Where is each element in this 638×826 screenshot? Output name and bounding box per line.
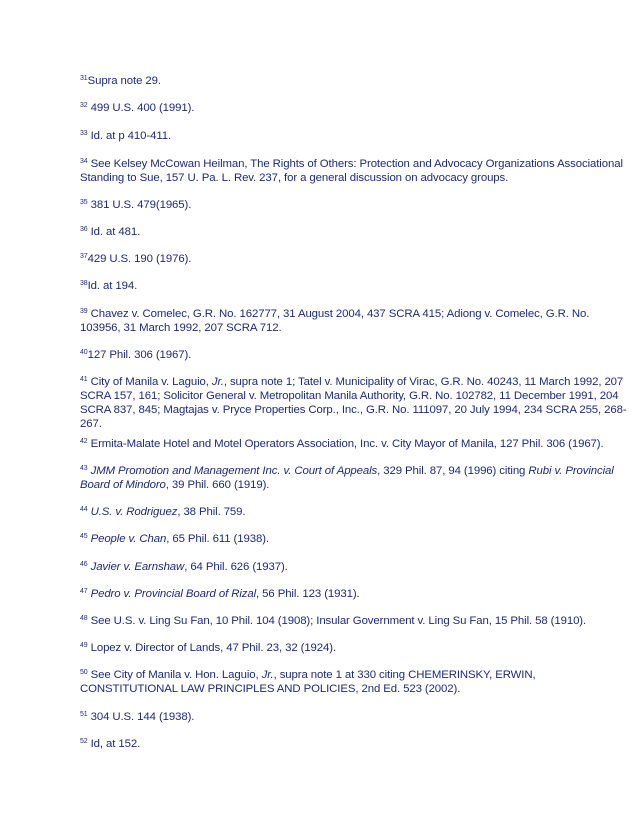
footnote-text: 304 U.S. 144 (1938). [90,711,195,723]
footnote-31 [80,72,632,88]
footnote-number: 46 [80,561,88,568]
footnote-number: 34 [80,158,88,165]
footnote-39 [80,305,632,335]
footnote-text: Id. at p 410-411. [90,130,172,142]
footnote-text: Id, at 152. [90,738,141,750]
footnote-40 [80,346,632,362]
footnote-46 [80,558,632,574]
footnote-text: 127 Phil. 306 (1967). [87,349,192,361]
footnote-37 [80,250,632,266]
footnote-number: 36 [80,226,88,233]
footnote-47 [80,585,632,601]
footnote-text-italic: Jr. [261,669,274,681]
footnote-text: , 65 Phil. 611 (1938). [166,533,269,545]
footnote-number: 35 [80,199,88,206]
footnote-number: 47 [80,588,88,595]
footnote-case-name: U.S. v. Rodriguez [90,506,178,518]
footnote-number: 51 [80,711,88,718]
footnote-text: Ermita-Malate Hotel and Motel Operators Association, Inc. v. City Mayor of Manila, 127 Phil. 306 (1967). [90,438,604,450]
footnote-44 [80,503,632,519]
footnote-36 [80,223,632,239]
footnote-text: , 64 Phil. 626 (1937). [184,561,288,573]
footnote-48 [80,612,632,628]
footnote-number: 48 [80,615,88,622]
footnote-number: 38 [80,280,88,287]
footnote-case-name: Rubi v. Provincial Board of Mindoro [80,465,614,491]
footnote-text: See Kelsey McCowan Heilman, The Rights of Others: Protection and Advocacy Organizations Associational Standing to Sue, 157 U. Pa. L. Rev. 237, for a general discussion on advocacy groups. [80,158,623,184]
footnote-number: 49 [80,642,88,649]
footnote-number: 45 [80,533,88,540]
footnote-text: Id. at 481. [90,226,141,238]
footnote-text: 381 U.S. 479(1965). [90,199,192,211]
footnote-49 [80,639,632,655]
footnote-32 [80,99,632,115]
footnote-number: 50 [80,669,88,676]
footnote-text: Supra note 29. [87,75,161,87]
footnote-38 [80,277,632,293]
footnote-number: 39 [80,308,88,315]
footnote-text: 499 U.S. 400 (1991). [90,102,195,114]
footnote-51 [80,708,632,724]
footnote-52 [80,735,632,751]
footnote-text: See City of Manila v. Hon. Laguio, [90,669,262,681]
footnote-text: See U.S. v. Ling Su Fan, 10 Phil. 104 (1908); Insular Government v. Ling Su Fan, 15 Phil. 58 (1910). [90,615,587,627]
footnote-case-name: Pedro v. Provincial Board of Rizal [90,588,257,600]
footnote-42 [80,435,632,451]
footnote-number: 44 [80,506,88,513]
footnote-text: , supra note 1; Tatel v. Municipality of Virac, G.R. No. 40243, 11 March 1992, 207 SCRA 157, 161; Solicitor General v. Metropolitan Manila Authority, G.R. No. 102782, 11 December 1991, 204 SCRA 837, 845; Magtajas v. Pryce Properties Corp., Inc., G.R. No. 111097, 20 July 1994, 234 SCRA 255, 268-267. [80,376,627,430]
footnote-number: 33 [80,130,88,137]
footnote-case-name: People v. Chan [90,533,167,545]
footnote-number: 32 [80,102,88,109]
footnote-text: Lopez v. Director of Lands, 47 Phil. 23, 32 (1924). [90,642,337,654]
footnote-text: City of Manila v. Laguio, [90,376,212,388]
footnote-number: 42 [80,438,88,445]
footnote-text: , 56 Phil. 123 (1931). [256,588,360,600]
footnote-50 [80,666,632,696]
footnote-number: 40 [80,349,88,356]
footnote-35 [80,196,632,212]
footnote-34 [80,155,632,185]
footnote-case-name: JMM Promotion and Management Inc. v. Court of Appeals [90,465,378,477]
footnote-text: , supra note 1 at 330 citing CHEMERINSKY, ERWIN, CONSTITUTIONAL LAW PRINCIPLES AND POLICIES, 2nd Ed. 523 (2002). [80,669,536,695]
footnote-number: 41 [80,376,88,383]
footnote-case-name: Javier v. Earnshaw [90,561,185,573]
footnote-text: 429 U.S. 190 (1976). [87,253,192,265]
footnote-text: Chavez v. Comelec, G.R. No. 162777, 31 August 2004, 437 SCRA 415; Adiong v. Comelec, G.R. No. 103956, 31 March 1992, 207 SCRA 712. [80,308,590,334]
footnote-text-italic: Jr. [211,376,224,388]
footnote-number: 37 [80,253,88,260]
footnote-number: 31 [80,75,88,82]
footnote-number: 52 [80,738,88,745]
footnote-text: Id. at 194. [87,280,138,292]
footnote-text: , 38 Phil. 759. [177,506,246,518]
footnote-45 [80,530,632,546]
footnote-41 [80,373,632,431]
footnote-number: 43 [80,465,88,472]
footnote-33 [80,127,632,143]
footnote-text: , 39 Phil. 660 (1919). [165,479,270,491]
footnote-text: , 329 Phil. 87, 94 (1996) citing [377,465,529,477]
footnote-43 [80,462,632,492]
